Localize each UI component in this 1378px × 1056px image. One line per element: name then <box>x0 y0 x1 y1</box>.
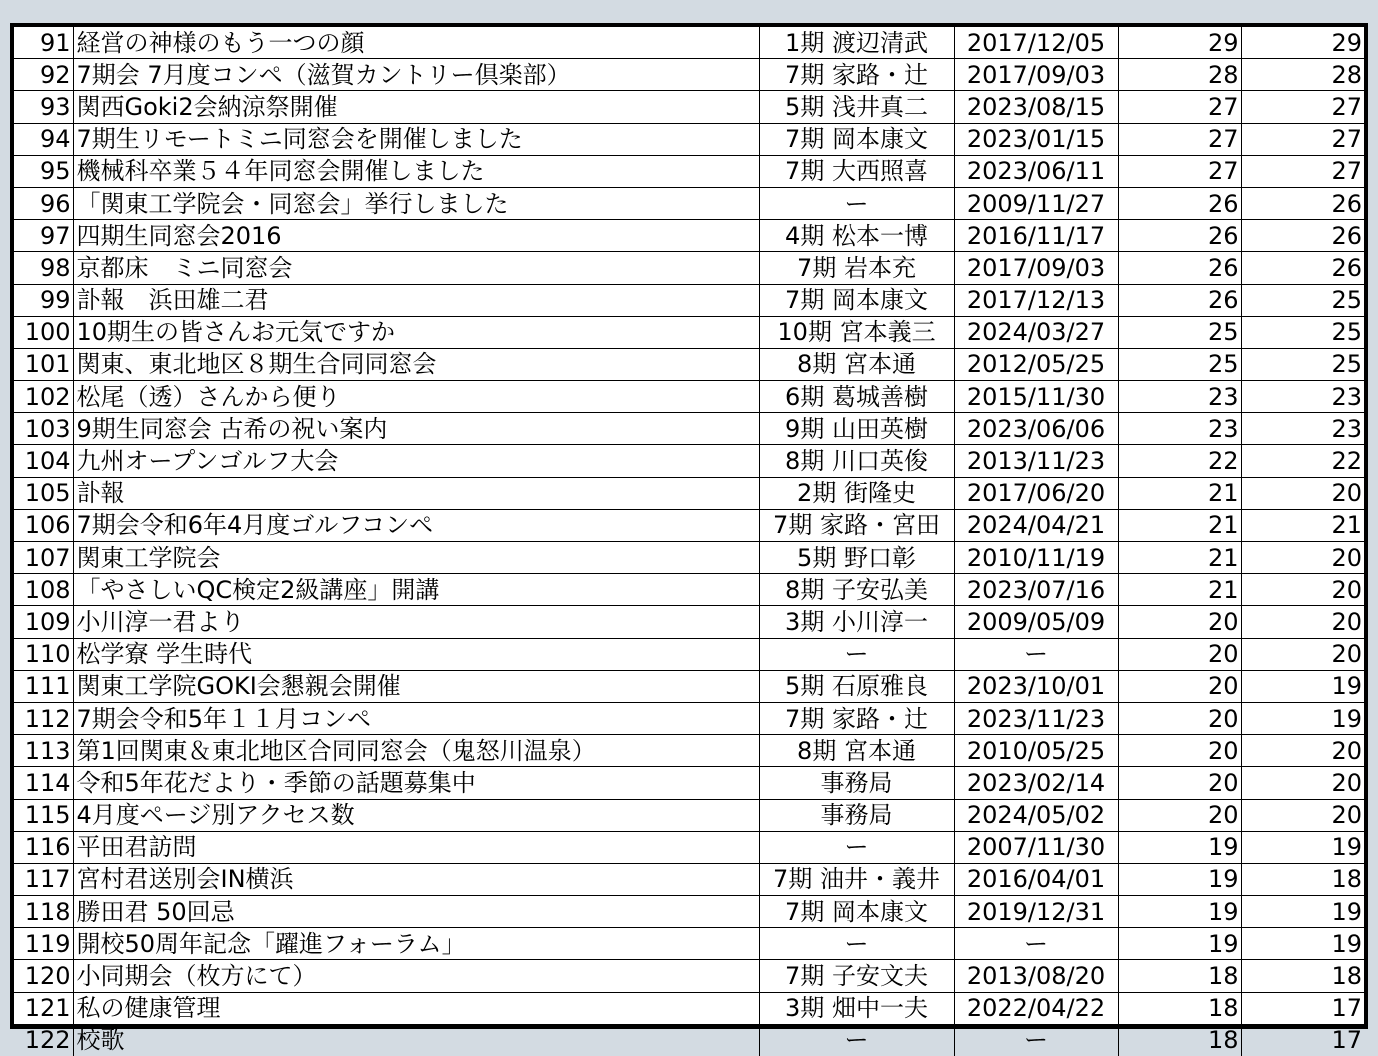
table-row <box>14 831 1364 863</box>
access-count-2: 21 <box>1241 509 1364 541</box>
access-count-2: 27 <box>1241 91 1364 123</box>
table-row <box>14 187 1364 219</box>
post-date: 2007/11/30 <box>954 831 1118 863</box>
access-count-2: 20 <box>1241 606 1364 638</box>
row-number: 101 <box>14 348 73 380</box>
access-count-1: 19 <box>1118 863 1241 895</box>
access-count-1: 18 <box>1118 992 1241 1024</box>
row-number: 117 <box>14 863 73 895</box>
row-number: 111 <box>14 670 73 702</box>
post-date: 2023/10/01 <box>954 670 1118 702</box>
article-title: 機械科卒業５４年同窓会開催しました <box>73 155 759 187</box>
row-number: 102 <box>14 381 73 413</box>
author-name: 7期 岡本康文 <box>759 123 954 155</box>
table-row <box>14 799 1364 831</box>
article-title: 開校50周年記念「躍進フォーラム」 <box>73 928 759 960</box>
article-title: 関東工学院GOKI会懇親会開催 <box>73 670 759 702</box>
author-name: 6期 葛城善樹 <box>759 381 954 413</box>
access-count-1: 27 <box>1118 91 1241 123</box>
post-date: ー <box>954 928 1118 960</box>
row-number: 93 <box>14 91 73 123</box>
post-date: 2023/11/23 <box>954 702 1118 734</box>
article-title: 勝田君 50回忌 <box>73 896 759 928</box>
row-number: 112 <box>14 702 73 734</box>
access-count-1: 19 <box>1118 928 1241 960</box>
post-date: 2019/12/31 <box>954 896 1118 928</box>
author-name: ー <box>759 638 954 670</box>
access-count-1: 20 <box>1118 702 1241 734</box>
article-title: 松尾（透）さんから便り <box>73 381 759 413</box>
article-title: 訃報 浜田雄二君 <box>73 284 759 316</box>
access-count-2: 23 <box>1241 413 1364 445</box>
article-title: 「関東工学院会・同窓会」挙行しました <box>73 187 759 219</box>
row-number: 100 <box>14 316 73 348</box>
author-name: 4期 松本一博 <box>759 220 954 252</box>
access-count-1: 22 <box>1118 445 1241 477</box>
access-count-2: 27 <box>1241 123 1364 155</box>
row-number: 115 <box>14 799 73 831</box>
author-name: 7期 大西照喜 <box>759 155 954 187</box>
page-ranking-table <box>14 27 1364 1056</box>
access-count-1: 18 <box>1118 1024 1241 1056</box>
author-name: 7期 家路・辻 <box>759 702 954 734</box>
access-count-2: 20 <box>1241 799 1364 831</box>
table-row <box>14 542 1364 574</box>
row-number: 96 <box>14 187 73 219</box>
access-count-1: 27 <box>1118 123 1241 155</box>
article-title: 四期生同窓会2016 <box>73 220 759 252</box>
post-date: 2009/11/27 <box>954 187 1118 219</box>
author-name: 7期 岡本康文 <box>759 896 954 928</box>
access-count-2: 26 <box>1241 187 1364 219</box>
article-title: 松学寮 学生時代 <box>73 638 759 670</box>
article-title: 関東工学院会 <box>73 542 759 574</box>
table-row <box>14 992 1364 1024</box>
access-count-2: 22 <box>1241 445 1364 477</box>
table-row <box>14 220 1364 252</box>
article-title: 7期会令和5年１１月コンペ <box>73 702 759 734</box>
article-title: 関西Goki2会納涼祭開催 <box>73 91 759 123</box>
access-count-2: 17 <box>1241 1024 1364 1056</box>
access-count-2: 28 <box>1241 59 1364 91</box>
access-count-1: 21 <box>1118 542 1241 574</box>
row-number: 105 <box>14 477 73 509</box>
article-title: 第1回関東＆東北地区合同同窓会（鬼怒川温泉） <box>73 735 759 767</box>
access-count-2: 29 <box>1241 27 1364 59</box>
author-name: 8期 子安弘美 <box>759 574 954 606</box>
author-name: 10期 宮本義三 <box>759 316 954 348</box>
access-count-1: 19 <box>1118 896 1241 928</box>
access-count-2: 19 <box>1241 928 1364 960</box>
access-count-1: 20 <box>1118 606 1241 638</box>
table-row <box>14 574 1364 606</box>
post-date: 2023/01/15 <box>954 123 1118 155</box>
access-count-2: 17 <box>1241 992 1364 1024</box>
access-count-1: 20 <box>1118 799 1241 831</box>
row-number: 116 <box>14 831 73 863</box>
table-row <box>14 509 1364 541</box>
post-date: 2015/11/30 <box>954 381 1118 413</box>
access-count-2: 27 <box>1241 155 1364 187</box>
article-title: 訃報 <box>73 477 759 509</box>
access-count-2: 26 <box>1241 220 1364 252</box>
post-date: 2013/11/23 <box>954 445 1118 477</box>
table-row <box>14 767 1364 799</box>
access-count-2: 20 <box>1241 638 1364 670</box>
access-count-2: 20 <box>1241 542 1364 574</box>
access-count-1: 27 <box>1118 155 1241 187</box>
table-body <box>14 27 1364 1056</box>
table-row <box>14 284 1364 316</box>
table-row <box>14 252 1364 284</box>
author-name: ー <box>759 831 954 863</box>
table-row <box>14 896 1364 928</box>
article-title: 9期生同窓会 古希の祝い案内 <box>73 413 759 445</box>
row-number: 97 <box>14 220 73 252</box>
author-name: 7期 岡本康文 <box>759 284 954 316</box>
table-row <box>14 863 1364 895</box>
author-name: 3期 小川淳一 <box>759 606 954 638</box>
post-date: ー <box>954 638 1118 670</box>
ranking-table-frame <box>10 23 1368 1055</box>
access-count-1: 21 <box>1118 477 1241 509</box>
access-count-1: 19 <box>1118 831 1241 863</box>
article-title: 小川淳一君より <box>73 606 759 638</box>
access-count-1: 21 <box>1118 509 1241 541</box>
row-number: 94 <box>14 123 73 155</box>
post-date: 2024/05/02 <box>954 799 1118 831</box>
table-row <box>14 155 1364 187</box>
post-date: 2017/12/13 <box>954 284 1118 316</box>
post-date: 2012/05/25 <box>954 348 1118 380</box>
author-name: 7期 油井・義井 <box>759 863 954 895</box>
access-count-1: 21 <box>1118 574 1241 606</box>
article-title: 7期会令和6年4月度ゴルフコンペ <box>73 509 759 541</box>
row-number: 106 <box>14 509 73 541</box>
post-date: 2023/02/14 <box>954 767 1118 799</box>
post-date: ー <box>954 1024 1118 1056</box>
article-title: 10期生の皆さんお元気ですか <box>73 316 759 348</box>
row-number: 103 <box>14 413 73 445</box>
access-count-2: 18 <box>1241 863 1364 895</box>
access-count-1: 28 <box>1118 59 1241 91</box>
post-date: 2023/07/16 <box>954 574 1118 606</box>
access-count-2: 23 <box>1241 381 1364 413</box>
row-number: 108 <box>14 574 73 606</box>
post-date: 2017/09/03 <box>954 252 1118 284</box>
row-number: 98 <box>14 252 73 284</box>
row-number: 122 <box>14 1024 73 1056</box>
table-row <box>14 928 1364 960</box>
article-title: 4月度ページ別アクセス数 <box>73 799 759 831</box>
row-number: 121 <box>14 992 73 1024</box>
article-title: 「やさしいQC検定2級講座」開講 <box>73 574 759 606</box>
post-date: 2024/04/21 <box>954 509 1118 541</box>
access-count-2: 20 <box>1241 735 1364 767</box>
row-number: 110 <box>14 638 73 670</box>
author-name: 7期 子安文夫 <box>759 960 954 992</box>
table-row <box>14 59 1364 91</box>
access-count-2: 25 <box>1241 316 1364 348</box>
access-count-1: 25 <box>1118 316 1241 348</box>
post-date: 2023/06/06 <box>954 413 1118 445</box>
table-row <box>14 670 1364 702</box>
access-count-2: 20 <box>1241 767 1364 799</box>
table-row <box>14 27 1364 59</box>
access-count-1: 20 <box>1118 735 1241 767</box>
row-number: 104 <box>14 445 73 477</box>
table-row <box>14 477 1364 509</box>
author-name: 7期 家路・辻 <box>759 59 954 91</box>
author-name: 3期 畑中一夫 <box>759 992 954 1024</box>
author-name: ー <box>759 1024 954 1056</box>
access-count-1: 18 <box>1118 960 1241 992</box>
table-row <box>14 1024 1364 1056</box>
table-row <box>14 445 1364 477</box>
author-name: 5期 野口彰 <box>759 542 954 574</box>
article-title: 九州オープンゴルフ大会 <box>73 445 759 477</box>
post-date: 2023/06/11 <box>954 155 1118 187</box>
access-count-2: 19 <box>1241 702 1364 734</box>
access-count-2: 25 <box>1241 348 1364 380</box>
row-number: 109 <box>14 606 73 638</box>
access-count-1: 26 <box>1118 187 1241 219</box>
article-title: 京都床 ミニ同窓会 <box>73 252 759 284</box>
article-title: 小同期会（枚方にて） <box>73 960 759 992</box>
access-count-1: 26 <box>1118 284 1241 316</box>
access-count-2: 19 <box>1241 896 1364 928</box>
article-title: 校歌 <box>73 1024 759 1056</box>
row-number: 91 <box>14 27 73 59</box>
table-row <box>14 316 1364 348</box>
post-date: 2016/04/01 <box>954 863 1118 895</box>
access-count-1: 20 <box>1118 670 1241 702</box>
post-date: 2010/11/19 <box>954 542 1118 574</box>
table-row <box>14 960 1364 992</box>
author-name: 2期 街隆史 <box>759 477 954 509</box>
author-name: 8期 川口英俊 <box>759 445 954 477</box>
row-number: 95 <box>14 155 73 187</box>
post-date: 2017/12/05 <box>954 27 1118 59</box>
post-date: 2017/06/20 <box>954 477 1118 509</box>
article-title: 関東、東北地区８期生合同同窓会 <box>73 348 759 380</box>
article-title: 経営の神様のもう一つの顔 <box>73 27 759 59</box>
table-row <box>14 606 1364 638</box>
access-count-1: 29 <box>1118 27 1241 59</box>
article-title: 7期会 7月度コンペ（滋賀カントリー倶楽部） <box>73 59 759 91</box>
access-count-2: 26 <box>1241 252 1364 284</box>
author-name: 9期 山田英樹 <box>759 413 954 445</box>
post-date: 2017/09/03 <box>954 59 1118 91</box>
access-count-2: 19 <box>1241 831 1364 863</box>
row-number: 99 <box>14 284 73 316</box>
author-name: 事務局 <box>759 767 954 799</box>
table-row <box>14 123 1364 155</box>
author-name: 5期 石原雅良 <box>759 670 954 702</box>
access-count-2: 25 <box>1241 284 1364 316</box>
access-count-2: 20 <box>1241 574 1364 606</box>
article-title: 平田君訪問 <box>73 831 759 863</box>
access-count-2: 18 <box>1241 960 1364 992</box>
post-date: 2024/03/27 <box>954 316 1118 348</box>
access-count-1: 25 <box>1118 348 1241 380</box>
row-number: 120 <box>14 960 73 992</box>
row-number: 119 <box>14 928 73 960</box>
author-name: 1期 渡辺清武 <box>759 27 954 59</box>
article-title: 7期生リモートミニ同窓会を開催しました <box>73 123 759 155</box>
table-row <box>14 702 1364 734</box>
table-row <box>14 381 1364 413</box>
article-title: 令和5年花だより・季節の話題募集中 <box>73 767 759 799</box>
author-name: ー <box>759 928 954 960</box>
author-name: 事務局 <box>759 799 954 831</box>
access-count-2: 20 <box>1241 477 1364 509</box>
row-number: 107 <box>14 542 73 574</box>
table-row <box>14 735 1364 767</box>
access-count-1: 20 <box>1118 767 1241 799</box>
article-title: 私の健康管理 <box>73 992 759 1024</box>
author-name: ー <box>759 187 954 219</box>
author-name: 7期 岩本充 <box>759 252 954 284</box>
table-row <box>14 413 1364 445</box>
row-number: 92 <box>14 59 73 91</box>
access-count-1: 23 <box>1118 381 1241 413</box>
author-name: 8期 宮本通 <box>759 735 954 767</box>
post-date: 2023/08/15 <box>954 91 1118 123</box>
row-number: 118 <box>14 896 73 928</box>
article-title: 宮村君送別会IN横浜 <box>73 863 759 895</box>
author-name: 7期 家路・宮田 <box>759 509 954 541</box>
table-row <box>14 638 1364 670</box>
post-date: 2016/11/17 <box>954 220 1118 252</box>
author-name: 8期 宮本通 <box>759 348 954 380</box>
row-number: 114 <box>14 767 73 799</box>
access-count-1: 23 <box>1118 413 1241 445</box>
post-date: 2013/08/20 <box>954 960 1118 992</box>
post-date: 2022/04/22 <box>954 992 1118 1024</box>
post-date: 2009/05/09 <box>954 606 1118 638</box>
access-count-1: 26 <box>1118 252 1241 284</box>
table-row <box>14 91 1364 123</box>
access-count-2: 19 <box>1241 670 1364 702</box>
table-row <box>14 348 1364 380</box>
post-date: 2010/05/25 <box>954 735 1118 767</box>
access-count-1: 26 <box>1118 220 1241 252</box>
access-count-1: 20 <box>1118 638 1241 670</box>
author-name: 5期 浅井真二 <box>759 91 954 123</box>
row-number: 113 <box>14 735 73 767</box>
